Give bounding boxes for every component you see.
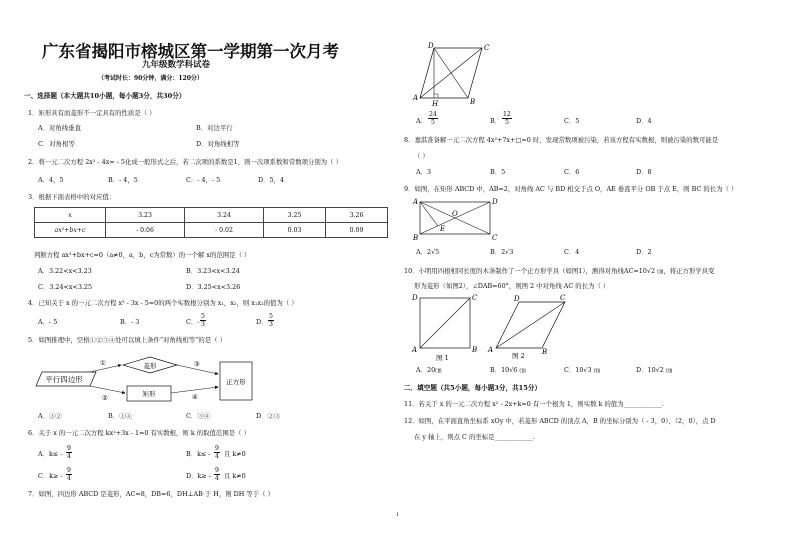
option-b[interactable]: B．3.23<x<3.24 <box>186 267 240 275</box>
option-a-label: A． <box>416 117 428 125</box>
option-b-label: B．k≤ - <box>186 450 211 458</box>
option-a[interactable]: A．4，5 <box>38 176 64 184</box>
option-d[interactable]: D．对角线相等 <box>196 140 240 148</box>
point-e: E <box>440 225 446 233</box>
option-a[interactable]: A．3.22<x<3.23 <box>38 267 92 275</box>
option-a[interactable]: A．3 <box>416 168 432 176</box>
option-a[interactable]: A．- 5 <box>38 318 58 326</box>
marker-1: ① <box>100 359 106 367</box>
option-d[interactable]: D．3.25<x<3.26 <box>186 283 241 291</box>
vertex-b: B <box>470 98 476 106</box>
fig2-vertex-c: C <box>560 294 566 302</box>
option-b[interactable]: B．5 <box>490 168 506 176</box>
marker-3: ③ <box>194 360 200 368</box>
fig1-vertex-b: B <box>472 346 478 354</box>
option-b[interactable]: B．- 3 <box>120 318 140 326</box>
table-cell: 3.24 <box>185 208 264 223</box>
table-cell: x <box>35 208 106 223</box>
fraction: $\frac{9}{4}$ <box>67 467 71 482</box>
option-d[interactable]: D．②③ <box>256 412 281 420</box>
option-a[interactable]: A．①② <box>38 412 62 420</box>
table-cell: 3.26 <box>326 208 388 223</box>
square-rhombus-figure <box>408 292 568 364</box>
point-h: H <box>432 100 439 108</box>
table-cell: 3.23 <box>106 208 185 223</box>
option-b-label: B． <box>490 117 502 125</box>
table-cell: 0.09 <box>326 223 388 238</box>
question-stem: 4．已知关于 x 的一元二次方程 x² - 3x - 5=0的两个实数根分别为 x₁，x₂，则 x₁x₂的值为（ ） <box>28 299 298 307</box>
option-c-label: C．k≥ - <box>38 472 63 480</box>
option-d[interactable]: D．5，4 <box>258 176 285 184</box>
right-angle-mark <box>434 94 438 98</box>
value-table <box>34 207 388 238</box>
diagonal-bd <box>434 48 468 98</box>
table-cell: - 0.02 <box>185 223 264 238</box>
fraction: $\frac{9}{4}$ <box>215 445 219 460</box>
rhombus-figure <box>410 40 490 108</box>
vertex-c: C <box>492 234 498 242</box>
option-d-label: D．k≥ - <box>186 472 211 480</box>
page-subtitle: 九年级数学科试卷 <box>142 60 211 70</box>
option-d[interactable]: D．4 <box>636 117 652 125</box>
square-label: 正方形 <box>226 378 246 386</box>
figure-1-caption: 图 1 <box>436 354 449 362</box>
option-b[interactable]: B．①④ <box>108 412 132 420</box>
option-c[interactable]: C．③④ <box>186 412 211 420</box>
rectangle-figure <box>410 196 500 242</box>
fraction: $\frac{12}{5}$ <box>503 111 511 126</box>
question-paren: （ ） <box>414 152 429 160</box>
square-diagonal-ac <box>420 298 470 348</box>
rhombus-diagonal-ac <box>496 302 565 348</box>
exam-info: （考试时长：90分钟，满分：120分） <box>98 75 203 82</box>
vertex-d: D <box>428 42 434 50</box>
figure-2-caption: 图 2 <box>512 352 525 360</box>
question-stem: 5．如图推理中，空格①②③④处可以填上条件“对角线相等”的是（ ） <box>28 336 226 344</box>
fraction: $\frac{9}{4}$ <box>67 445 71 460</box>
table-cell: ax²+bx+c <box>35 223 106 238</box>
fig1-vertex-a: A <box>412 346 418 354</box>
option-b[interactable]: B．- 4，5 <box>108 176 138 184</box>
option-c[interactable]: C．- 4，- 5 <box>186 176 221 184</box>
option-d-label: D． <box>256 318 268 326</box>
fraction: $\frac{5}{3}$ <box>201 313 205 328</box>
fraction: $\frac{5}{3}$ <box>269 313 273 328</box>
marker-4: ④ <box>192 393 198 401</box>
question-stem-line2: 形为菱形（如图2），∠DAB=60°，则图 2 中对角线 AC 的长为（ ） <box>414 282 610 290</box>
option-c[interactable]: C．4 <box>564 248 580 256</box>
question-stem-line1: 12．如图，在平面直角坐标系 xOy 中，若菱形 ABCD 的顶点 A，B 的坐标分别为（ - 3，0），（2，0），点 D <box>404 417 716 425</box>
table-row <box>35 223 388 238</box>
question-7-stem: 7．如图，四边形 ABCD 是菱形，AC=8，DB=6，DH⊥AB 于 H，则 DH 等于（ ） <box>28 490 274 498</box>
question-11-stem: 11．若关于 x 的一元二次方程 x² - 2x+k=0 有一个根为 1，则实数 k 的值为____________. <box>404 400 664 408</box>
question-stem: 1．矩形具有而菱形不一定具有的性质是（ ） <box>28 109 156 117</box>
rectangle-label: 矩形 <box>142 390 156 398</box>
question-stem: 8．嘉淇准备解一元二次方程 4x²+7x+□=0 时，发现常数项被污染，若该方程有实数根，则被污染的数可能是 <box>404 136 719 144</box>
question-stem-line1: 10．小明用四根相同长度的木条制作了一个正方形学具（如图1），测得对角线AC=10√2 ㎝，将正方形学具变 <box>404 267 715 275</box>
vertex-a: A <box>413 198 419 206</box>
fig2-vertex-d: D <box>514 295 520 303</box>
option-c[interactable]: C．对角相等 <box>38 140 75 148</box>
fig2-vertex-a: A <box>488 346 494 354</box>
page-number: 1 <box>396 512 400 518</box>
vertex-d: D <box>492 198 498 206</box>
option-a[interactable]: A．2√5 <box>416 248 440 256</box>
option-d[interactable]: D．10√2 ㎝ <box>636 366 673 374</box>
table-row <box>35 208 388 223</box>
page-title: 广东省揭阳市榕城区第一学期第一次月考 <box>42 42 339 61</box>
table-cell: 0.03 <box>264 223 326 238</box>
table-cell: - 0.06 <box>106 223 185 238</box>
option-c[interactable]: C．5 <box>564 117 580 125</box>
fig1-vertex-c: C <box>472 294 478 302</box>
option-d[interactable]: D．2 <box>636 248 652 256</box>
question-stem: 3．根据下面表格中的对应值： <box>28 193 116 201</box>
option-b[interactable]: B．2√3 <box>490 248 514 256</box>
question-judge: 判断方程 ax²+bx+c=0（a≠0，a，b，c为常数）的一个解 x的范围是（ ） <box>34 251 251 259</box>
vertex-a: A <box>413 94 419 102</box>
arrow-2 <box>90 386 125 393</box>
option-a[interactable]: A．对角线垂直 <box>38 124 81 132</box>
question-stem: 2．将一元二次方程 2x² - 4x= - 5化成一般形式之后，若二次项的系数是1，则一次项系数和常数项分别为（ ） <box>28 158 342 166</box>
fraction: $\frac{9}{4}$ <box>215 467 219 482</box>
section-heading-fill: 二．填空题（共5小题，每小题3分，共15分） <box>404 384 542 392</box>
option-a-label: A．k≤ - <box>38 450 63 458</box>
rhombus-label: 菱形 <box>143 362 157 370</box>
option-b[interactable]: B．10√6 ㎝ <box>490 366 526 374</box>
option-c[interactable]: C．10√3 ㎝ <box>564 366 600 374</box>
fig2-vertex-b: B <box>542 348 548 356</box>
segment-ae <box>420 202 438 226</box>
table-cell: 3.25 <box>264 208 326 223</box>
point-o: O <box>452 210 458 218</box>
flow-diagram <box>30 350 270 410</box>
condition-text: 且 k≠0 <box>224 472 246 480</box>
marker-2: ② <box>102 394 108 402</box>
option-b[interactable]: B．对边平行 <box>196 124 233 132</box>
fig1-vertex-d: D <box>412 294 418 302</box>
fraction: $\frac{24}{5}$ <box>429 111 437 126</box>
option-c[interactable]: C．6 <box>564 168 580 176</box>
vertex-b: B <box>413 234 419 242</box>
option-d[interactable]: D．8 <box>636 168 652 176</box>
option-c-label: C．- <box>186 318 200 326</box>
question-stem-line2: 在 y 轴上，则点 C 的坐标是____________. <box>414 433 535 441</box>
condition-text: 且 k≠0 <box>224 450 246 458</box>
option-c[interactable]: C．3.24<x<3.25 <box>38 283 93 291</box>
question-stem: 9．如图，在矩形 ABCD 中，AB=2，对角线 AC 与 BD 相交于点 O，AE 垂直平分 OB 于点 E，则 BC 的长为（ ） <box>404 185 738 193</box>
option-a[interactable]: A．20㎝ <box>416 366 442 374</box>
vertex-c: C <box>484 44 490 52</box>
parallelogram-label: 平行四边形 <box>45 375 83 384</box>
question-stem: 6．关于 x 的一元二次方程 kx²+3x - 1=0 有实数根，则 k 的取值范围是（ ） <box>28 429 250 437</box>
section-heading-choice: 一、选择题（本大题共10小题，每小题3分，共30分） <box>24 92 186 100</box>
